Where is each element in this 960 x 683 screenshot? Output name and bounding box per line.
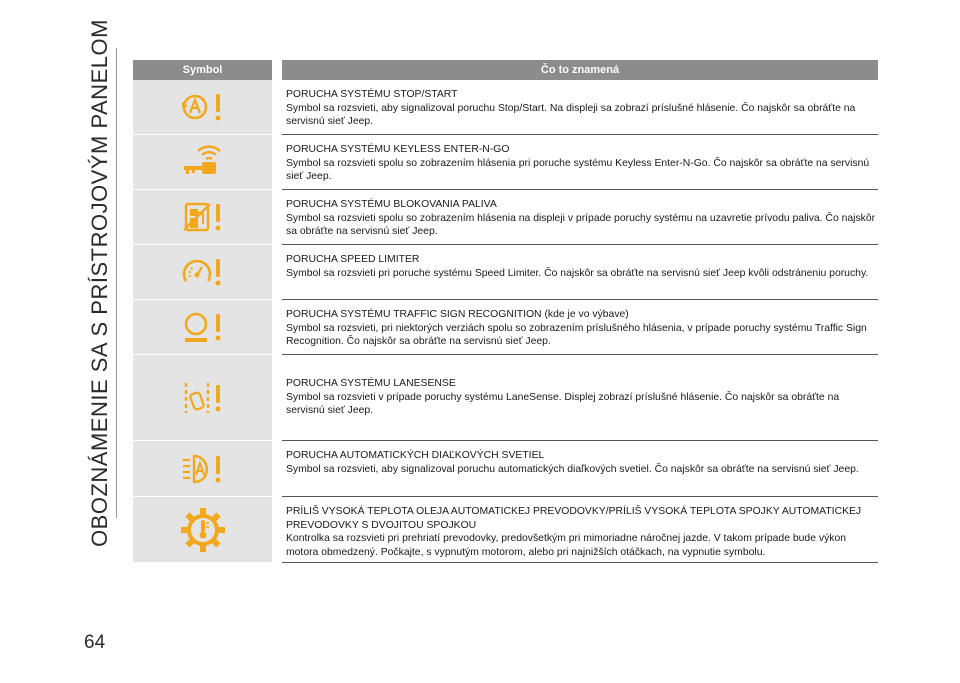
transmission-temp-icon [179,506,227,554]
row-description: Symbol sa rozsvieti spolu so zobrazením hlásenia pri poruche systému Keyless Enter-N-Go. Čo najskôr sa obráťte na servisnú sieť Jeep. [286,157,870,183]
side-section-title: OBOZNÁMENIE SA S PRÍSTROJOVÝM PANELOM [87,19,113,547]
speed-limiter-fault-icon [180,255,226,289]
row-title: PORUCHA SPEED LIMITER [286,254,420,265]
header-symbol: Symbol [133,60,272,80]
auto-high-beam-fault-icon [180,452,226,486]
table-row [133,135,878,190]
table-row [133,355,878,441]
fuel-door-fault-icon [180,200,226,234]
row-description: Symbol sa rozsvieti, aby signalizoval poruchu automatických diaľkových svetiel. Čo najskôr sa obráťte na servisnú sieť Jeep. [286,463,859,475]
row-description: Symbol sa rozsvieti spolu so zobrazením hlásenia na displeji v prípade poruchy systému na uzavretie prívodu paliva. Čo najskôr sa obráťte na servisnú sieť Jeep. [286,212,876,238]
stop-start-fault-icon [180,90,226,124]
row-title: PORUCHA SYSTÉMU KEYLESS ENTER-N-GO [286,144,510,155]
header-meaning: Čo to znamená [282,60,878,80]
row-title: PORUCHA SYSTÉMU BLOKOVANIA PALIVA [286,199,497,210]
row-title: PORUCHA AUTOMATICKÝCH DIAĽKOVÝCH SVETIEL [286,450,545,461]
table-row [133,497,878,563]
row-description: Symbol sa rozsvieti, aby signalizoval poruchu Stop/Start. Na displeji sa zobrazí príslušné hlásenie. Čo najskôr sa obráťte na servisnú sieť Jeep. [286,102,856,128]
symbol-table [133,60,878,563]
row-description: Symbol sa rozsvieti, pri niektorých verziách spolu so zobrazením príslušného hlásenia, v prípade poruchy systému Traffic Sign Recognition. Čo najskôr sa obráťte na servisnú sieť Jeep. [286,322,867,348]
page-number: 64 [84,632,106,653]
side-divider [116,48,117,518]
row-title: PORUCHA SYSTÉMU TRAFFIC SIGN RECOGNITION (kde je vo výbave) [286,309,629,320]
traffic-sign-fault-icon [180,310,226,344]
table-header [133,60,878,80]
row-description: Symbol sa rozsvieti v prípade poruchy systému LaneSense. Displej zobrazí príslušné hlásenie. Čo najskôr sa obráťte na servisnú sieť Jeep. [286,391,840,417]
row-title: PORUCHA SYSTÉMU STOP/START [286,89,458,100]
row-description: Kontrolka sa rozsvieti pri prehriatí prevodovky, predovšetkým pri mimoriadne náročnej jazde. V takom prípade bude výkon motora obmedzený. Počkajte, s vypnutým motorom, alebo pri najnižších otáčkach, na vypnutie symbolu. [286,533,847,558]
table-row [133,80,878,135]
table-row [133,441,878,497]
row-title: PORUCHA SYSTÉMU LANESENSE [286,378,456,390]
keyless-enter-n-go-icon [180,145,226,179]
row-title: PRÍLIŠ VYSOKÁ TEPLOTA OLEJA AUTOMATICKEJ PREVODOVKY/PRÍLIŠ VYSOKÁ TEPLOTA SPOJKY AUTOMATICKEJ PREVODOVKY S DVOJITOU SPOJKOU [286,506,862,531]
row-description: Symbol sa rozsvieti pri poruche systému Speed Limiter. Čo najskôr sa obráťte na servisnú sieť Jeep kvôli odstráneniu poruchy. [286,267,869,279]
table-row [133,245,878,300]
table-row [133,300,878,355]
table-row [133,190,878,245]
lanesense-fault-icon [180,381,226,415]
